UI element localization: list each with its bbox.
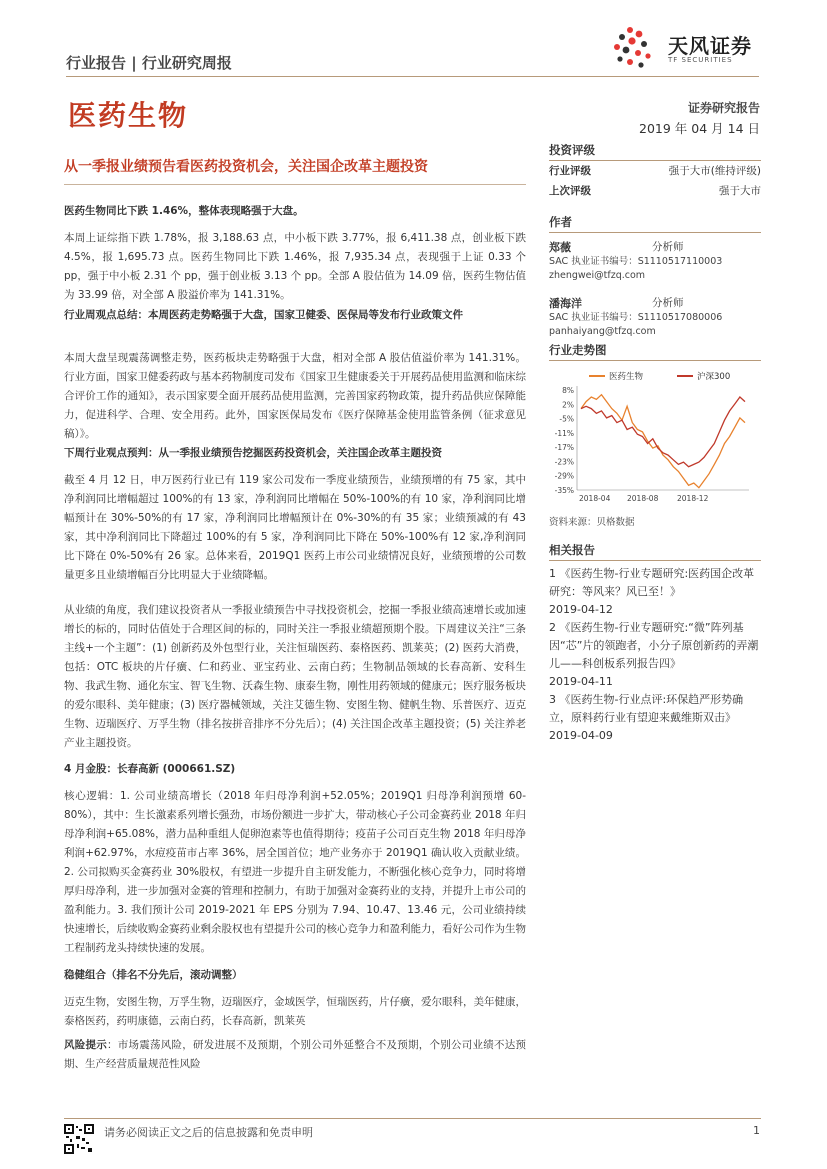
author-email[interactable]: panhaiyang@tfzq.com [549,326,656,337]
industry-rating-row: 行业评级 强于大市(维持评级) [549,165,761,177]
author-card [549,239,761,283]
author-title: 分析师 [652,297,684,309]
author-title: 分析师 [652,241,684,253]
author-cert: SAC 执业证书编号：S1110517080006 [549,312,723,323]
paragraph-market: 本周上证综指下跌 1.78%，报 3,188.63 点，中小板下跌 3.77%，报 6,411.38 点，创业板下跌 4.5%，报 1,695.73 点。医药生物同比下跌 1.46%，报 7,935.34 点，表现强于上证 0.33 个 pp，强于中小板 2.31 个 pp，强于创业板 3.13 个 pp。全部 A 股估值为 14.09 倍，医药生物估值为 33.99 倍，对全部 A 股溢价率为 141.31%。 [64,232,526,301]
related-report-title[interactable]: 1 《医药生物-行业专题研究:医药国企改革研究：等风来？风已至！》 [549,567,755,598]
report-category: 行业报告 | 行业研究周报 [66,54,232,72]
legend-label: 沪深300 [697,372,731,382]
chart-y-axis [555,386,577,495]
chart-section [549,342,761,361]
series-line [581,397,745,467]
chart-legend [589,371,730,382]
legend-label: 医药生物 [609,372,644,382]
related-section-title: 相关报告 [549,543,595,557]
paragraph-golden-stock: 核心逻辑：1. 公司业绩高增长（2018 年归母净利润+52.05%；2019Q1 归母净利润预增 60- 80%），其中：生长激素系列增长强劲，市场份额进一步扩大，带动核心子公司金赛药业 2018 年归母净利润+65.08%，潜力品种重组人促卵泡素等也值得期待；疫苗子公司百克生物 2018 年归母净利润+62.97%，水痘疫苗市占率 36%，居全国首位；地产业务亦于 2019Q1 确认收入贡献业绩。2. 公司拟购买金赛药业 30%股权，有望进一步提升自主研发能力，不断强化核心竞争力，同时将增厚归母净利，进一步加强对金赛的管理和控制力，有助于加强对金赛药业的支持，并提升上市公司的盈利能力。3. 我们预计公司 2019-2021 年 EPS 分别为 7.94、10.47、13.46 元，公司业绩持续快速增长，后续收购金赛药业剩余股权也有望提升公司的核心竞争力和盈利能力，看好公司作为生物工程制药龙头持续快速的发展。 [64,790,526,954]
logo-text: 天风证券 [668,34,752,58]
y-tick-label: -11% [554,428,574,438]
y-tick-label: 2% [562,400,574,410]
summary-heading: 医药生物同比下跌 1.46%，整体表现略强于大盘。 [64,205,304,217]
authors-divider [549,232,761,233]
weekly-view-heading: 行业周观点总结：本周医药走势略强于大盘，国家卫健委、医保局等发布行业政策文件 [64,309,463,321]
related-report-title[interactable]: 2 《医药生物-行业专题研究:“微”阵列基因“芯”片的领跑者，小分子原创新药的弄潮儿——科创板系列报告四》 [549,621,759,670]
related-report-date: 2019-04-09 [549,729,613,742]
author-name: 郑薇 [549,241,571,254]
x-tick-label: 2018-08 [627,494,659,503]
industry-trend-chart [549,366,761,514]
logo-text-en: TF SECURITIES [668,56,733,64]
paragraph-recommendation: 从业绩的角度，我们建议投资者从一季报业绩预告中寻找投资机会，挖掘一季报业绩高速增长或加速增长的标的，同时估值处于合理区间的标的，同时关注一季报业绩超预期个股。下周建议关注“三条主线+一个主题”：(1) 创新药及外包型行业，关注恒瑞医药、泰格医药、凯莱英；(2) 医药大消费，包括：OTC 板块的片仔癀、仁和药业、亚宝药业、云南白药；生物制品领域的长春高新、安科生物、我武生物、通化东宝、智飞生物、沃森生物、康泰生物，刚性用药领域的健康元；医疗服务板块的爱尔眼科、美年健康；(3) 医疗器械领域，关注艾德生物、安图生物、健帆生物、乐普医疗、迈克生物、迈瑞医疗、万孚生物（排名按拼音排序不分先后）；(4) 关注国企改革主题投资；(5) 关注养老产业主题投资。 [64,604,526,749]
last-rating-row: 上次评级 强于大市 [549,185,761,197]
related-report-item[interactable] [549,565,761,619]
logo-mark-icon [614,27,651,68]
risk-heading: 风险提示 [64,1039,107,1051]
authors-panel [549,214,761,339]
chart-source: 资料来源：贝格数据 [549,517,635,528]
paragraph-risk [64,1036,526,1074]
related-report-title[interactable]: 3 《医药生物-行业点评:环保趋严形势确立，原料药行业有望迎来戴维斯双击》 [549,693,744,724]
related-report-date: 2019-04-12 [549,603,613,616]
y-tick-label: -29% [554,471,574,481]
author-card [549,295,761,339]
y-tick-label: -5% [559,414,574,424]
author-email[interactable]: zhengwei@tfzq.com [549,270,646,281]
paragraph-weekly: 本周大盘呈现震荡调整走势，医药板块走势略强于大盘，相对全部 A 股估值溢价率为 141.31%。行业方面，国家卫健委药政与基本药物制度司发布《国家卫生健康委关于开展药品使用监测和临床综合评价工作的通知》，表示国家要全面开展药品使用监测，完善国家药物政策，提升药品供应保障能力，促进科学、合理、安全用药。此外，国家医保局发布《医疗保障基金使用监管条例（征求意见稿）》。 [64,352,526,440]
author-name: 潘海洋 [549,297,582,310]
report-title: 从一季报业绩预告看医药投资机会，关注国企改革主题投资 [64,159,428,175]
chart-series [581,395,745,488]
related-divider [549,560,761,561]
author-cert: SAC 执业证书编号：S1110517110003 [549,256,723,267]
related-reports-panel [549,542,761,745]
related-report-date: 2019-04-11 [549,675,613,688]
y-tick-label: -17% [554,443,574,453]
y-tick-label: -35% [554,486,574,495]
y-tick-label: -23% [554,457,574,467]
authors-section-title: 作者 [549,215,572,229]
title-divider [64,184,526,185]
rating-panel [549,142,761,201]
chart-divider [549,360,761,361]
outlook-heading: 下周行业观点预判：从一季报业绩预告挖掘医药投资机会，关注国企改革主题投资 [64,447,442,459]
page-number: 1 [753,1124,760,1137]
x-tick-label: 2018-12 [677,494,709,503]
related-report-item[interactable] [549,619,761,691]
y-tick-label: 8% [562,386,574,395]
golden-stock-heading: 4 月金股：长春高新 (000661.SZ) [64,763,236,775]
report-type: 证券研究报告 [687,101,760,115]
report-date: 2019 年 04 月 14 日 [639,121,760,136]
paragraph-portfolio: 迈克生物，安图生物，万孚生物，迈瑞医疗，金域医学，恒瑞医药，片仔癀，爱尔眼科，美年健康，泰格医药，药明康德，云南白药，长春高新，凯莱英 [64,996,526,1027]
footer-divider [64,1118,761,1119]
paragraph-outlook: 截至 4 月 12 日，申万医药行业已有 119 家公司发布一季度业绩预告，业绩预增的有 75 家，其中净利润同比增幅超过 100%的有 13 家，净利润同比增幅在 50%-100%的有 10 家，净利润同比增幅预计在 30%-50%的有 17 家，净利润同比增幅预计在 0%-30%的有 35 家；业绩预减的有 43 家，其中净利润同比下降超过 100%的有 5 家，净利润同比下降在 50%-100%有 12 家,净利润同比下降在 0%-50%有 26 家。总体来看，2019Q1 医药上市公司业绩情况良好，业绩预增的公司数量更多且业绩增幅百分比明显大于业绩降幅。 [64,474,526,581]
series-line [581,395,745,488]
rating-section-title: 投资评级 [549,143,595,157]
chart-section-title: 行业走势图 [549,343,607,357]
chart-x-axis [577,490,749,503]
sector-title: 医药生物 [68,99,189,132]
related-report-item[interactable] [549,691,761,745]
footer-disclaimer: 请务必阅读正文之后的信息披露和免责申明 [104,1126,313,1139]
risk-text: ：市场震荡风险，研发进展不及预期，个别公司外延整合不及预期，个别公司业绩不达预期、生产经营质量规范性风险 [64,1039,526,1070]
x-tick-label: 2018-04 [579,494,611,503]
qr-code-icon [64,1124,94,1154]
portfolio-heading: 稳健组合（排名不分先后，滚动调整） [64,969,243,981]
